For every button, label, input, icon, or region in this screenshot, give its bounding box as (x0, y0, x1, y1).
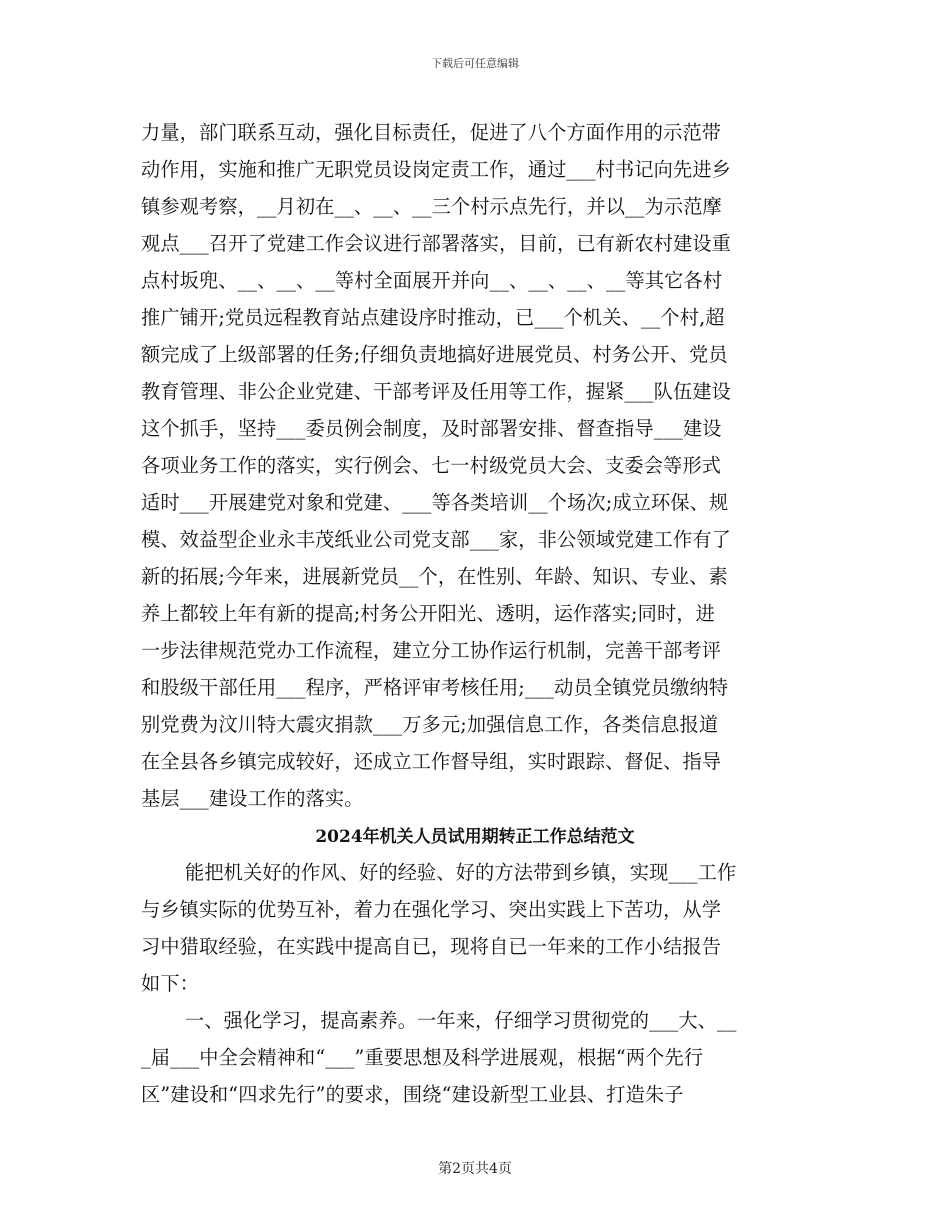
section-title: 2024年机关人员试用期转正工作总结范文 (315, 827, 635, 847)
body-line: 额完成了上级部署的任务;仔细负责地搞好进展党员、村务公开、党员 (141, 343, 728, 366)
body-line: 模、效益型企业永丰茂纸业公司党支部___家，非公领域党建工作有了 (141, 528, 732, 551)
body-line: 适时___开展建党对象和党建、___等各类培训__个场次;成立环保、规 (141, 491, 729, 514)
body-line: _届___中全会精神和“___”重要思想及科学进展观，根据“两个先行 (141, 1046, 704, 1069)
body-line: 和股级干部任用___程序，严格评审考核任用;___动员全镇党员缴纳特 (141, 676, 729, 699)
page-number: 第2页共4页 (438, 1161, 512, 1177)
body-line: 动作用，实施和推广无职党员设岗定责工作，通过___村书记向先进乡 (141, 158, 732, 181)
body-line: 基层___建设工作的落实。 (141, 787, 364, 810)
body-line: 这个抓手，坚持___委员例会制度，及时部署安排、督查指导___建设 (141, 417, 722, 440)
body-line: 在全县各乡镇完成较好，还成立工作督导组，实时跟踪、督促、指导 (141, 750, 722, 773)
body-line: 观点___召开了党建工作会议进行部署落实，目前，已有新农村建设重 (141, 232, 732, 255)
body-line: 推广铺开;党员远程教育站点建设序时推动，已___个机关、__个村,超 (141, 306, 725, 329)
body-line: 力量，部门联系互动，强化目标责任，促进了八个方面作用的示范带 (141, 121, 722, 144)
body-line: 各项业务工作的落实，实行例会、七一村级党员大会、支委会等形式 (141, 454, 722, 477)
body-line: 一、强化学习，提高素养。一年来，仔细学习贯彻党的___大、__ (185, 1009, 737, 1032)
body-line: 习中猎取经验，在实践中提高自已，现将自已一年来的工作小结报告 (141, 935, 722, 958)
page-header-note: 下载后可任意编辑 (431, 57, 519, 70)
body-line: 镇参观考察，__月初在__、__、__三个村示点先行，并以__为示范摩 (141, 195, 722, 218)
body-line: 新的拓展;今年来，进展新党员__个，在性别、年龄、知识、专业、素 (141, 565, 728, 588)
body-line: 与乡镇实际的优势互补，着力在强化学习、突出实践上下苦功，从学 (141, 898, 722, 921)
body-line: 教育管理、非公企业党建、干部考评及任用等工作，握紧___队伍建设 (141, 380, 732, 403)
body-line: 别党费为汶川特大震灾捐款___万多元;加强信息工作，各类信息报道 (141, 713, 719, 736)
body-line: 如下： (141, 972, 200, 995)
body-line: 一步法律规范党办工作流程，建立分工协作运行机制，完善干部考评 (141, 639, 722, 662)
body-line: 养上都较上年有新的提高;村务公开阳光、透明，运作落实;同时，进 (141, 602, 716, 625)
body-line: 能把机关好的作风、好的经验、好的方法带到乡镇，实现___工作 (185, 861, 737, 884)
body-line: 点村坂兜、__、__、__等村全面展开并向__、__、__、__等其它各村 (141, 269, 723, 292)
body-line: 区”建设和“四求先行”的要求，围绕“建设新型工业县、打造朱子 (141, 1083, 684, 1106)
